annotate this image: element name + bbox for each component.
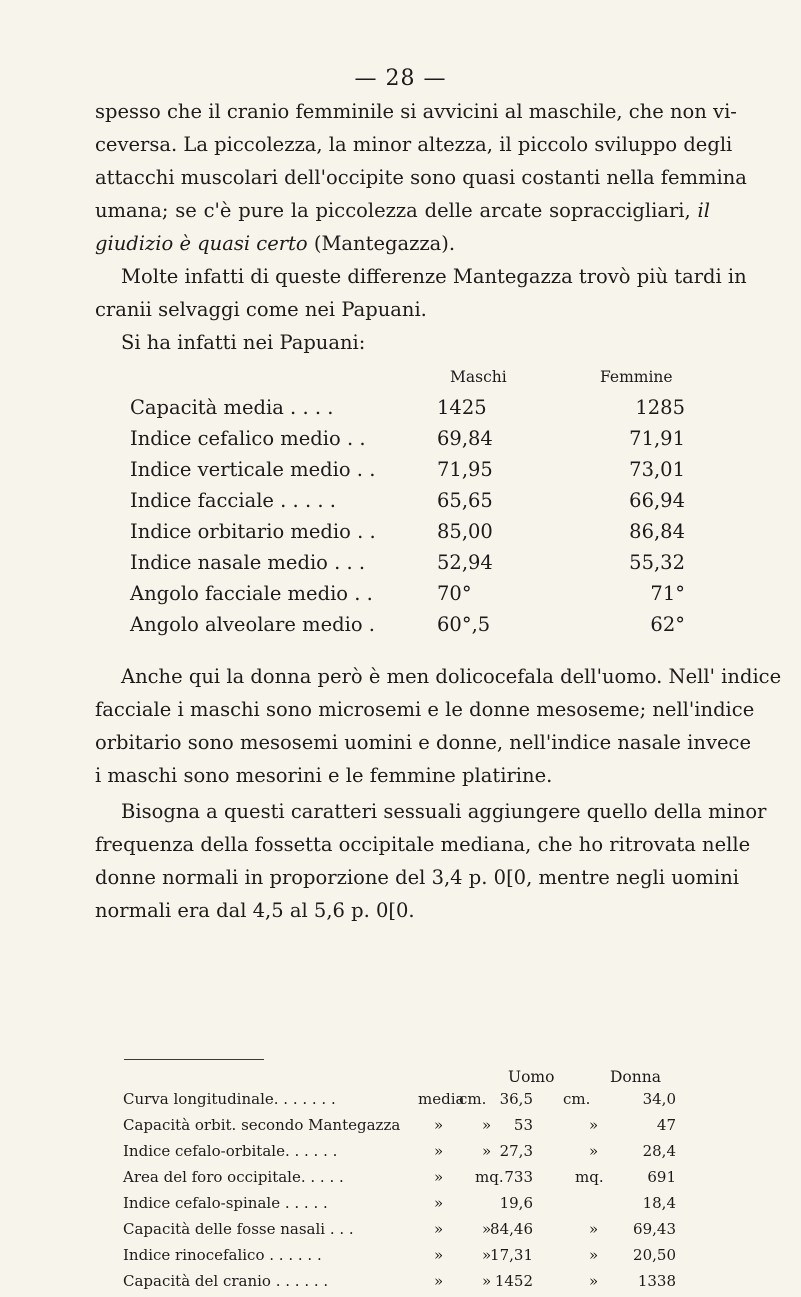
male-value: 71,95 bbox=[437, 458, 493, 481]
row-label: Capacità delle fosse nasali . . . bbox=[123, 1220, 354, 1238]
unit-prefix: media bbox=[418, 1090, 465, 1108]
unit-prefix: cm. bbox=[459, 1090, 487, 1108]
unit-prefix: » bbox=[434, 1194, 444, 1212]
table-row bbox=[130, 489, 690, 519]
text-line bbox=[95, 194, 710, 227]
table-row bbox=[123, 1194, 683, 1219]
female-value: 86,84 bbox=[629, 520, 685, 543]
text-line: Si ha infatti nei Papuani: bbox=[121, 331, 366, 354]
paragraph-5 bbox=[95, 795, 767, 927]
man-value: 1452 bbox=[494, 1272, 533, 1290]
male-value: 85,00 bbox=[437, 520, 493, 543]
unit-prefix: » bbox=[589, 1142, 599, 1160]
man-value: 17,31 bbox=[490, 1246, 533, 1264]
male-value: 70° bbox=[437, 582, 472, 605]
table-row bbox=[123, 1168, 683, 1193]
woman-value: 28,4 bbox=[642, 1142, 676, 1160]
text-segment: (Mantegazza). bbox=[313, 232, 456, 255]
unit-prefix: » bbox=[434, 1116, 444, 1134]
text-line: donne normali in proporzione del 3,4 p. 0[0, mentre negli uomini bbox=[95, 866, 740, 889]
table-row bbox=[123, 1220, 683, 1245]
unit-prefix: » bbox=[482, 1142, 492, 1160]
text-line: cranii selvaggi come nei Papuani. bbox=[95, 298, 427, 321]
table-row bbox=[130, 520, 690, 550]
female-value: 71° bbox=[650, 582, 685, 605]
paragraph-4 bbox=[95, 660, 782, 792]
unit-prefix: mq. bbox=[475, 1168, 504, 1186]
woman-value: 34,0 bbox=[642, 1090, 676, 1108]
female-value: 62° bbox=[650, 613, 685, 636]
unit-prefix: » bbox=[589, 1220, 599, 1238]
text-line: Molte infatti di queste differenze Mantegazza trovò più tardi in bbox=[121, 265, 747, 288]
woman-value: 18,4 bbox=[642, 1194, 676, 1212]
female-value: 71,91 bbox=[629, 427, 685, 450]
table-row bbox=[130, 551, 690, 581]
text-line bbox=[95, 227, 710, 260]
paragraph-3 bbox=[95, 326, 710, 359]
table-row bbox=[130, 613, 690, 643]
row-label: Angolo facciale medio . . bbox=[130, 582, 373, 605]
header-maschi: Maschi bbox=[450, 368, 507, 386]
text-line: ceversa. La piccolezza, la minor altezza, il piccolo sviluppo degli bbox=[95, 133, 733, 156]
unit-prefix: » bbox=[589, 1246, 599, 1264]
table-row bbox=[130, 396, 690, 426]
woman-value: 1338 bbox=[637, 1272, 676, 1290]
row-label: Indice orbitario medio . . bbox=[130, 520, 376, 543]
male-value: 60°,5 bbox=[437, 613, 491, 636]
table-row bbox=[123, 1090, 683, 1115]
row-label: Curva longitudinale. . . . . . . bbox=[123, 1090, 336, 1108]
paragraph-2 bbox=[95, 260, 747, 326]
italic-text: giudizio è quasi certo bbox=[95, 232, 308, 255]
header-donna: Donna bbox=[610, 1068, 661, 1086]
italic-text: il bbox=[697, 199, 711, 222]
table-row bbox=[130, 427, 690, 457]
table-row bbox=[123, 1116, 683, 1141]
text-line: frequenza della fossetta occipitale mediana, che ho ritrovata nelle bbox=[95, 833, 751, 856]
woman-value: 69,43 bbox=[633, 1220, 676, 1238]
page-number: — 28 — bbox=[354, 66, 447, 91]
man-value: 27,3 bbox=[499, 1142, 533, 1160]
male-value: 1425 bbox=[437, 396, 487, 419]
text-line: Anche qui la donna però è men dolicocefala dell'uomo. Nell' indice bbox=[121, 665, 782, 688]
unit-prefix: » bbox=[434, 1168, 444, 1186]
text-line: orbitario sono mesosemi uomini e donne, nell'indice nasale invece bbox=[95, 731, 751, 754]
unit-prefix: » bbox=[482, 1220, 492, 1238]
woman-value: 691 bbox=[647, 1168, 676, 1186]
row-label: Angolo alveolare medio . bbox=[130, 613, 376, 636]
unit-prefix: » bbox=[589, 1116, 599, 1134]
man-value: 19,6 bbox=[499, 1194, 533, 1212]
male-value: 69,84 bbox=[437, 427, 493, 450]
woman-value: 47 bbox=[656, 1116, 676, 1134]
divider bbox=[124, 1059, 264, 1060]
unit-prefix: mq. bbox=[575, 1168, 604, 1186]
header-femmine: Femmine bbox=[600, 368, 673, 386]
unit-prefix: » bbox=[482, 1272, 492, 1290]
unit-prefix: » bbox=[482, 1246, 492, 1264]
table-row bbox=[130, 458, 690, 488]
row-label: Capacità media . . . . bbox=[130, 396, 334, 419]
female-value: 73,01 bbox=[629, 458, 685, 481]
row-label: Area del foro occipitale. . . . . bbox=[123, 1168, 344, 1186]
text-line: normali era dal 4,5 al 5,6 p. 0[0. bbox=[95, 899, 415, 922]
male-value: 65,65 bbox=[437, 489, 493, 512]
woman-value: 20,50 bbox=[633, 1246, 676, 1264]
header-uomo: Uomo bbox=[508, 1068, 555, 1086]
text-line: Bisogna a questi caratteri sessuali aggiungere quello della minor bbox=[121, 800, 767, 823]
text-line: i maschi sono mesorini e le femmine platirine. bbox=[95, 764, 553, 787]
row-label: Capacità orbit. secondo Mantegazza bbox=[123, 1116, 401, 1134]
unit-prefix: » bbox=[434, 1142, 444, 1160]
text-line: facciale i maschi sono microsemi e le donne mesoseme; nell'indice bbox=[95, 698, 755, 721]
female-value: 1285 bbox=[635, 396, 685, 419]
row-label: Indice cefalico medio . . bbox=[130, 427, 366, 450]
paragraph-1 bbox=[95, 95, 747, 260]
man-value: 36,5 bbox=[499, 1090, 533, 1108]
female-value: 55,32 bbox=[629, 551, 685, 574]
row-label: Indice cefalo-spinale . . . . . bbox=[123, 1194, 328, 1212]
table-row bbox=[130, 582, 690, 612]
text-line: spesso che il cranio femminile si avvicini al maschile, che non vi- bbox=[95, 100, 737, 123]
unit-prefix: » bbox=[434, 1272, 444, 1290]
row-label: Capacità del cranio . . . . . . bbox=[123, 1272, 329, 1290]
male-value: 52,94 bbox=[437, 551, 493, 574]
row-label: Indice rinocefalico . . . . . . bbox=[123, 1246, 322, 1264]
unit-prefix: » bbox=[434, 1220, 444, 1238]
text-segment: umana; se c'è pure la piccolezza delle arcate sopraccigliari, bbox=[95, 199, 691, 222]
man-value: 84,46 bbox=[490, 1220, 533, 1238]
unit-prefix: » bbox=[482, 1116, 492, 1134]
row-label: Indice cefalo-orbitale. . . . . . bbox=[123, 1142, 338, 1160]
row-label: Indice verticale medio . . bbox=[130, 458, 376, 481]
row-label: Indice nasale medio . . . bbox=[130, 551, 366, 574]
unit-prefix: » bbox=[589, 1272, 599, 1290]
unit-prefix: cm. bbox=[563, 1090, 591, 1108]
table-row bbox=[123, 1142, 683, 1167]
man-value: 53 bbox=[513, 1116, 533, 1134]
text-line: attacchi muscolari dell'occipite sono quasi costanti nella femmina bbox=[95, 166, 747, 189]
man-value: 733 bbox=[504, 1168, 533, 1186]
table-row bbox=[123, 1246, 683, 1271]
unit-prefix: » bbox=[434, 1246, 444, 1264]
row-label: Indice facciale . . . . . bbox=[130, 489, 336, 512]
female-value: 66,94 bbox=[629, 489, 685, 512]
